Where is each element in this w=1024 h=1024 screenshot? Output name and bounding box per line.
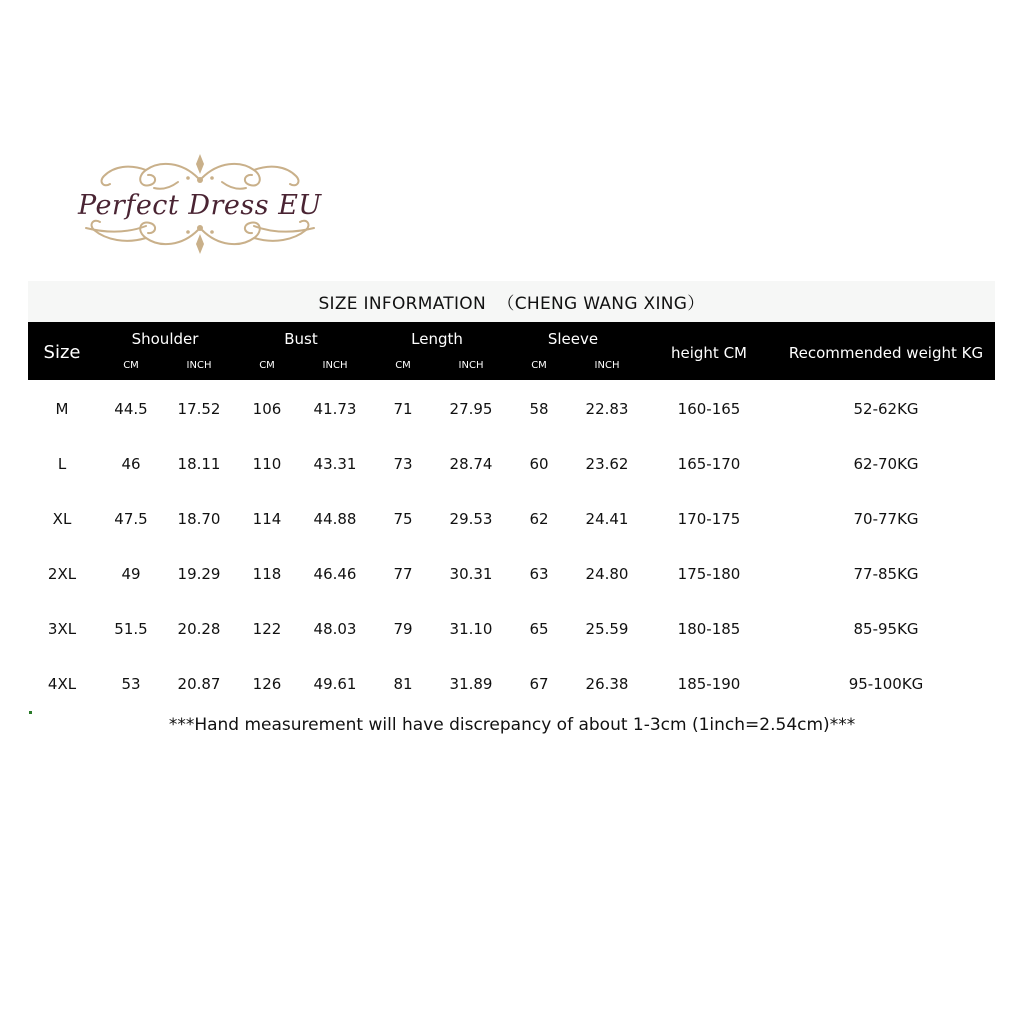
cell-length-cm: 73 xyxy=(393,455,413,473)
header-length-cm: CM xyxy=(395,360,411,371)
cell-height: 160-165 xyxy=(677,400,741,418)
cell-shoulder-cm: 53 xyxy=(121,675,141,693)
cell-height: 165-170 xyxy=(677,455,741,473)
cell-weight: 85-95KG xyxy=(853,620,919,638)
cell-bust-cm: 118 xyxy=(252,565,282,583)
cell-bust-inch: 43.31 xyxy=(313,455,357,473)
cell-height: 170-175 xyxy=(677,510,741,528)
cell-sleeve-inch: 23.62 xyxy=(585,455,629,473)
cell-shoulder-cm: 46 xyxy=(121,455,141,473)
header-shoulder-inch: INCH xyxy=(186,360,212,371)
cell-bust-cm: 114 xyxy=(252,510,282,528)
measurement-note: ***Hand measurement will have discrepancy of about 1-3cm (1inch=2.54cm)*** xyxy=(168,715,856,735)
cell-sleeve-inch: 25.59 xyxy=(585,620,629,638)
cell-length-inch: 28.74 xyxy=(449,455,493,473)
header-sleeve-inch: INCH xyxy=(594,360,620,371)
cell-length-inch: 31.89 xyxy=(449,675,493,693)
cell-shoulder-cm: 51.5 xyxy=(114,620,148,638)
table-title-band xyxy=(28,281,995,322)
cell-height: 185-190 xyxy=(677,675,741,693)
stray-mark xyxy=(29,711,32,714)
cell-length-cm: 71 xyxy=(393,400,413,418)
cell-length-cm: 81 xyxy=(393,675,413,693)
cell-sleeve-inch: 24.80 xyxy=(585,565,629,583)
header-bust-inch: INCH xyxy=(322,360,348,371)
cell-length-cm: 79 xyxy=(393,620,413,638)
cell-sleeve-inch: 26.38 xyxy=(585,675,629,693)
cell-bust-cm: 126 xyxy=(252,675,282,693)
cell-sleeve-cm: 62 xyxy=(529,510,549,528)
header-shoulder: Shoulder xyxy=(131,330,199,348)
header-sleeve-cm: CM xyxy=(531,360,547,371)
cell-bust-cm: 110 xyxy=(252,455,282,473)
cell-length-cm: 75 xyxy=(393,510,413,528)
cell-length-inch: 29.53 xyxy=(449,510,493,528)
cell-bust-inch: 48.03 xyxy=(313,620,357,638)
cell-height: 175-180 xyxy=(677,565,741,583)
cell-shoulder-inch: 20.28 xyxy=(177,620,221,638)
header-length-inch: INCH xyxy=(458,360,484,371)
table-header xyxy=(28,322,995,380)
table-title: SIZE INFORMATION （CHENG WANG XING） xyxy=(318,294,705,314)
cell-bust-inch: 46.46 xyxy=(313,565,357,583)
header-size: Size xyxy=(43,342,81,363)
cell-weight: 77-85KG xyxy=(853,565,919,583)
cell-sleeve-cm: 65 xyxy=(529,620,549,638)
cell-length-cm: 77 xyxy=(393,565,413,583)
cell-size: 3XL xyxy=(47,620,77,638)
header-sleeve: Sleeve xyxy=(547,330,599,348)
cell-shoulder-inch: 19.29 xyxy=(177,565,221,583)
cell-bust-inch: 44.88 xyxy=(313,510,357,528)
cell-shoulder-cm: 49 xyxy=(121,565,141,583)
header-weight: Recommended weight KG xyxy=(788,344,984,362)
cell-size: XL xyxy=(52,510,72,528)
cell-shoulder-inch: 18.11 xyxy=(177,455,221,473)
cell-sleeve-cm: 67 xyxy=(529,675,549,693)
cell-size: L xyxy=(57,455,67,473)
cell-length-inch: 27.95 xyxy=(449,400,493,418)
cell-shoulder-inch: 18.70 xyxy=(177,510,221,528)
cell-length-inch: 31.10 xyxy=(449,620,493,638)
cell-bust-inch: 41.73 xyxy=(313,400,357,418)
cell-weight: 62-70KG xyxy=(853,455,919,473)
cell-sleeve-cm: 60 xyxy=(529,455,549,473)
cell-weight: 70-77KG xyxy=(853,510,919,528)
cell-shoulder-cm: 47.5 xyxy=(114,510,148,528)
cell-height: 180-185 xyxy=(677,620,741,638)
header-height: height CM xyxy=(671,344,747,362)
cell-bust-cm: 122 xyxy=(252,620,282,638)
brand-logo xyxy=(70,148,330,260)
header-bust: Bust xyxy=(284,330,318,348)
cell-sleeve-inch: 22.83 xyxy=(585,400,629,418)
cell-size: 4XL xyxy=(47,675,77,693)
header-length: Length xyxy=(411,330,463,348)
cell-sleeve-cm: 58 xyxy=(529,400,549,418)
logo-text: Perfect Dress EU xyxy=(78,190,322,221)
cell-length-inch: 30.31 xyxy=(449,565,493,583)
cell-weight: 95-100KG xyxy=(848,675,924,693)
cell-sleeve-cm: 63 xyxy=(529,565,549,583)
cell-size: 2XL xyxy=(47,565,77,583)
header-bust-cm: CM xyxy=(259,360,275,371)
cell-weight: 52-62KG xyxy=(853,400,919,418)
cell-shoulder-inch: 17.52 xyxy=(177,400,221,418)
header-shoulder-cm: CM xyxy=(123,360,139,371)
cell-shoulder-cm: 44.5 xyxy=(114,400,148,418)
cell-bust-inch: 49.61 xyxy=(313,675,357,693)
cell-bust-cm: 106 xyxy=(252,400,282,418)
cell-size: M xyxy=(55,400,69,418)
cell-sleeve-inch: 24.41 xyxy=(585,510,629,528)
cell-shoulder-inch: 20.87 xyxy=(177,675,221,693)
